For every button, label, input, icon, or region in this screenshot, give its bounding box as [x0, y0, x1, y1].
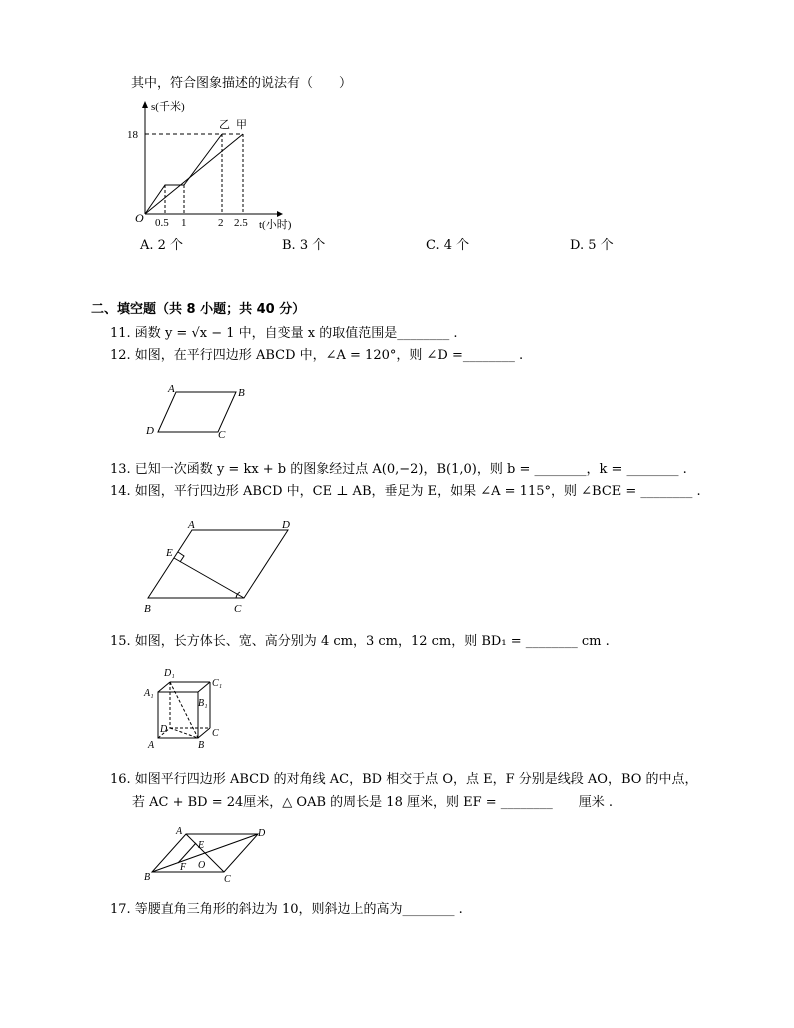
q15-cuboid — [140, 662, 230, 752]
q14-label-b: B — [144, 603, 151, 615]
q16-label-o: O — [198, 860, 206, 871]
q16-label-c: C — [224, 874, 231, 885]
q12-label-a: A — [168, 383, 175, 395]
q15-label-c1: C₁ — [212, 678, 223, 689]
q16-label-b: B — [144, 872, 151, 883]
q10-option-a[interactable]: A. 2 个 — [140, 238, 184, 253]
section-2-title: 二、填空题（共 8 小题；共 40 分） — [91, 302, 306, 317]
graph-x-tick-1: 1 — [181, 217, 187, 229]
q15-label-d1: D₁ — [164, 668, 175, 679]
q16-text-line1: 16. 如图平行四边形 ABCD 的对角线 AC，BD 相交于点 O，点 E，F 分别是线段 AO，BO 的中点， — [110, 772, 698, 787]
q16-label-e: E — [198, 840, 205, 851]
q10-option-c[interactable]: C. 4 个 — [426, 238, 470, 253]
q10-distance-time-graph — [125, 96, 305, 236]
q14-label-d: D — [282, 519, 290, 531]
q15-label-c: C — [212, 728, 219, 739]
q16-text-line2: 若 AC + BD = 24厘米，△ OAB 的周长是 18 厘米，则 EF = ________ 厘米 . — [132, 795, 614, 810]
q12-label-d: D — [146, 425, 154, 437]
graph-x-tick-2: 2 — [218, 217, 224, 229]
q15-label-a1: A₁ — [144, 688, 154, 699]
q14-label-e: E — [166, 547, 173, 559]
q11-text: 11. 函数 y = √x − 1 中，自变量 x 的取值范围是________ . — [110, 326, 458, 341]
q15-label-d: D — [160, 724, 168, 735]
q15-label-b1: B₁ — [198, 698, 208, 709]
q10-intro: 其中，符合图象描述的说法有（ ） — [131, 76, 353, 91]
q13-text: 13. 已知一次函数 y = kx + b 的图象经过点 A(0,−2)，B(1,0)，则 b = ________，k = ________ . — [110, 462, 687, 477]
q14-label-c: C — [234, 603, 242, 615]
q12-label-c: C — [218, 429, 226, 441]
q16-parallelogram-diagonals — [140, 824, 270, 884]
graph-origin: O — [135, 211, 144, 225]
q14-text: 14. 如图，平行四边形 ABCD 中，CE ⊥ AB，垂足为 E，如果 ∠A = 115°，则 ∠BCE = ________ . — [110, 484, 701, 499]
q16-label-f: F — [180, 862, 187, 873]
graph-line-label-yi: 乙 — [219, 119, 230, 131]
graph-x-tick-3: 2.5 — [234, 217, 248, 229]
graph-y-label: s(千米) — [151, 101, 185, 113]
q14-label-a: A — [188, 519, 195, 531]
q16-label-d: D — [258, 828, 266, 839]
graph-x-tick-0: 0.5 — [155, 217, 169, 229]
q16-label-a: A — [176, 826, 183, 837]
q15-text: 15. 如图，长方体长、宽、高分别为 4 cm，3 cm，12 cm，则 BD₁ = ________ cm . — [110, 634, 610, 649]
q17-text: 17. 等腰直角三角形的斜边为 10，则斜边上的高为________ . — [110, 902, 463, 917]
q15-label-a: A — [148, 740, 155, 751]
q10-option-d[interactable]: D. 5 个 — [570, 238, 614, 253]
q14-parallelogram-with-height — [140, 516, 300, 616]
q10-option-b[interactable]: B. 3 个 — [282, 238, 326, 253]
q12-parallelogram — [140, 380, 250, 440]
graph-x-label: t(小时) — [259, 219, 292, 231]
q12-label-b: B — [238, 387, 245, 399]
graph-line-label-jia: 甲 — [236, 119, 247, 131]
q12-text: 12. 如图，在平行四边形 ABCD 中，∠A = 120°，则 ∠D =________ . — [110, 348, 524, 363]
graph-y-tick: 18 — [127, 129, 138, 141]
q15-label-b: B — [198, 740, 205, 751]
